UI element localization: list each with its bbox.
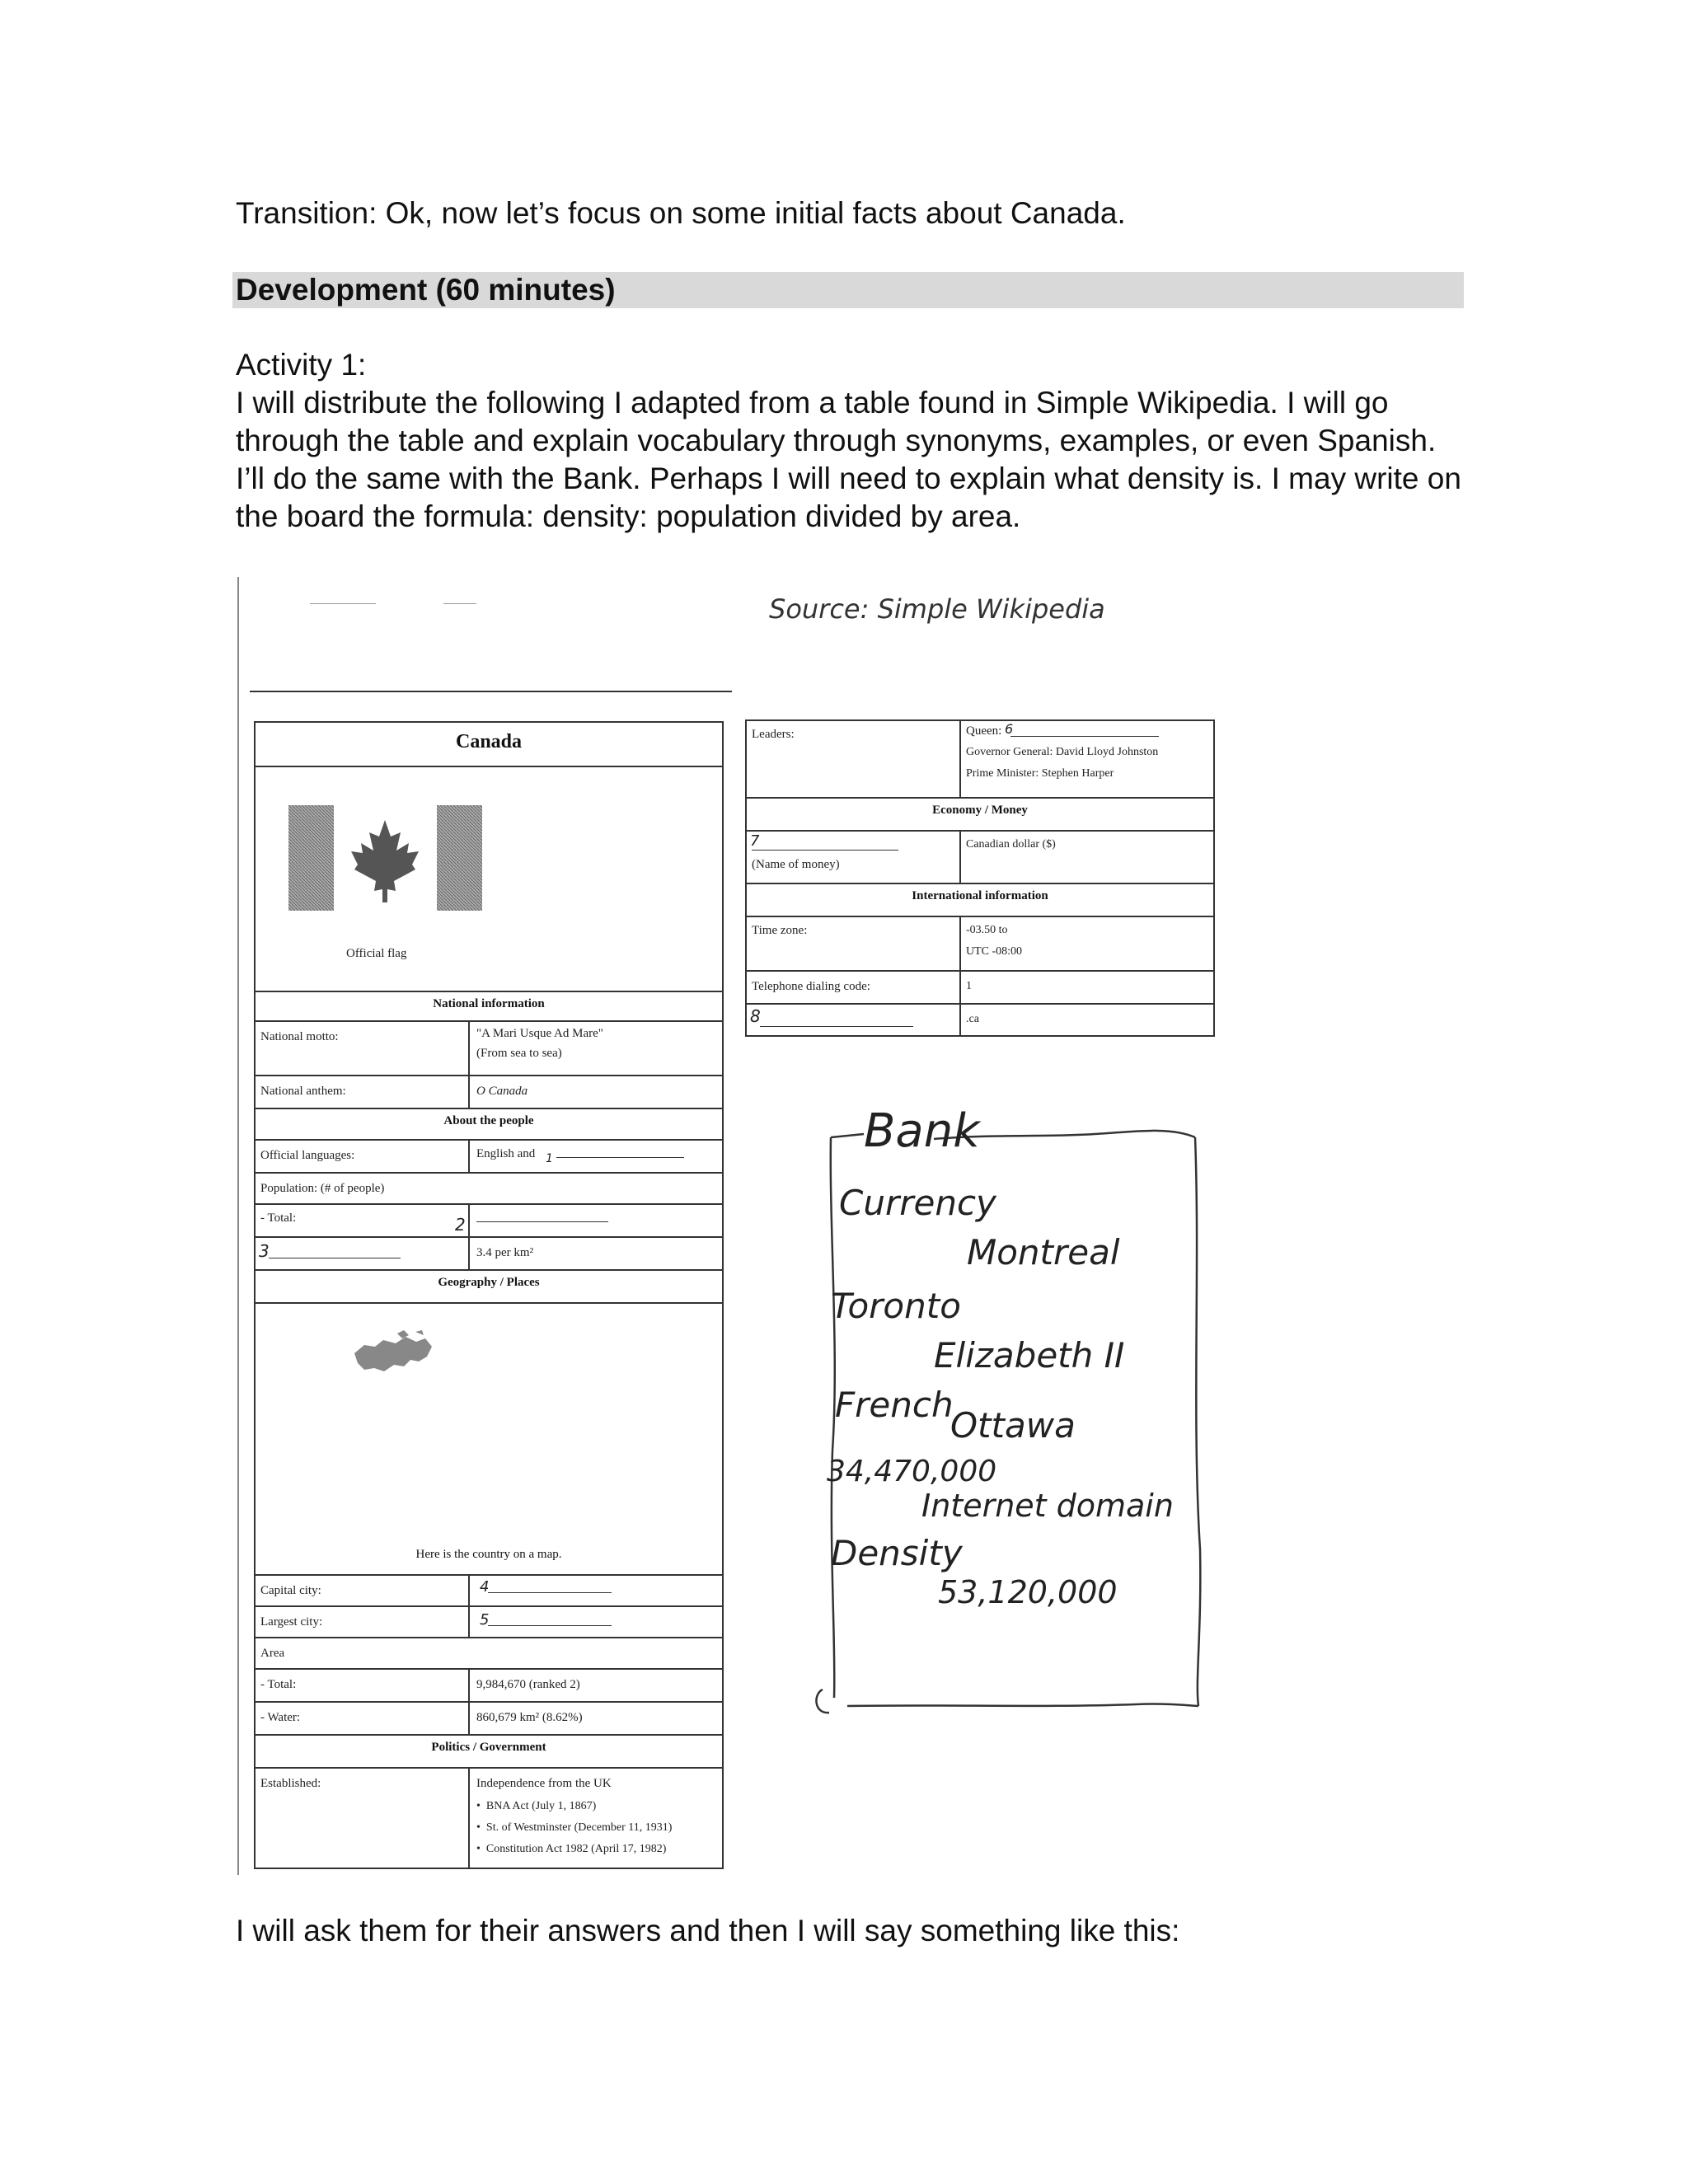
bank-word: Montreal	[967, 1232, 1120, 1272]
bank-word: 53,120,000	[938, 1574, 1118, 1610]
largest-label: Largest city:	[260, 1615, 323, 1629]
section-national: National information	[433, 997, 545, 1010]
blank-7-number: 7	[750, 832, 760, 850]
blank-8-line[interactable]	[760, 1013, 913, 1027]
water-value: 860,679 km² (8.62%)	[476, 1711, 583, 1724]
money-label: (Name of money)	[752, 858, 840, 871]
section-economy: Economy / Money	[932, 804, 1028, 817]
anthem-value: O Canada	[476, 1085, 528, 1098]
blank-1-line[interactable]	[556, 1144, 684, 1158]
dialing-value: 1	[966, 980, 972, 992]
blank-5-number: 5	[480, 1611, 490, 1629]
population-label: Population: (# of people)	[260, 1182, 385, 1195]
anthem-label: National anthem:	[260, 1085, 346, 1098]
area-total-value: 9,984,670 (ranked 2)	[476, 1678, 580, 1691]
activity-text: I will distribute the following I adapted from a table found in Simple Wikipedia. I will go through the table and explain vocabulary through synonyms, examples, or even Spanish. I’ll do the same with the Bank. Perhaps I will need to explain what density is. I may write on the board the formula: density: population divided by area.	[236, 386, 1461, 533]
section-international: International information	[912, 889, 1048, 902]
blank-2-number: 2	[455, 1215, 466, 1235]
population-total-label: - Total:	[260, 1212, 297, 1225]
area-label: Area	[260, 1647, 285, 1660]
development-heading: Development (60 minutes)	[232, 272, 1464, 308]
infobox-title: Canada	[455, 731, 523, 752]
blank-5-line[interactable]	[488, 1612, 612, 1626]
canada-map-image	[346, 1329, 437, 1386]
section-people: About the people	[443, 1114, 534, 1127]
section-geography: Geography / Places	[438, 1276, 540, 1289]
established-item: • St. of Westminster (December 11, 1931)	[476, 1821, 673, 1834]
closing-text: I will ask them for their answers and then I will say something like this:	[236, 1914, 1180, 1947]
transition-text: Transition: Ok, now let’s focus on some initial facts about Canada.	[236, 196, 1126, 230]
domain-value: .ca	[966, 1013, 979, 1025]
flag-caption: Official flag	[346, 947, 407, 960]
bank-word: 34,470,000	[827, 1455, 997, 1488]
bank-word: Toronto	[831, 1286, 961, 1326]
bank-word: Currency	[839, 1183, 996, 1223]
prime-minister: Prime Minister: Stephen Harper	[966, 767, 1114, 780]
section-politics: Politics / Government	[431, 1741, 546, 1754]
money-value: Canadian dollar ($)	[966, 838, 1056, 851]
blank-4-number: 4	[480, 1578, 490, 1596]
languages-label: Official languages:	[260, 1149, 355, 1162]
blank-3-line[interactable]	[269, 1244, 401, 1258]
bank-word: Internet domain	[921, 1488, 1174, 1524]
queen-label: Queen:	[966, 724, 1002, 738]
blank-2-line[interactable]	[476, 1208, 608, 1222]
motto-value: "A Mari Usque Ad Mare"	[476, 1027, 603, 1040]
density-value: 3.4 per km²	[476, 1246, 534, 1259]
motto-label: National motto:	[260, 1030, 339, 1043]
map-caption: Here is the country on a map.	[415, 1548, 562, 1561]
blank-1-number: 1	[546, 1152, 553, 1165]
established-item: • Constitution Act 1982 (April 17, 1982)	[476, 1843, 667, 1855]
timezone-value-2: UTC -08:00	[966, 945, 1023, 958]
blank-4-line[interactable]	[488, 1579, 612, 1593]
canada-infobox-table	[254, 721, 724, 1869]
timezone-value-1: -03.50 to	[966, 924, 1008, 936]
timezone-label: Time zone:	[752, 924, 808, 937]
governor-general: Governor General: David Lloyd Johnston	[966, 746, 1159, 758]
area-total-label: - Total:	[260, 1678, 297, 1691]
bank-word: Ottawa	[950, 1405, 1076, 1446]
blank-8-number: 8	[750, 1006, 761, 1026]
canada-infobox-table-right	[745, 719, 1215, 1037]
established-label: Established:	[260, 1777, 321, 1790]
established-item: • BNA Act (July 1, 1867)	[476, 1800, 597, 1812]
scanned-worksheet	[237, 577, 1251, 1875]
languages-value: English and	[476, 1147, 536, 1160]
motto-translation: (From sea to sea)	[476, 1047, 562, 1060]
bank-word: Elizabeth II	[934, 1335, 1125, 1376]
activity-title: Activity 1:	[236, 348, 367, 382]
capital-label: Capital city:	[260, 1584, 321, 1597]
source-note: Source: Simple Wikipedia	[769, 593, 1105, 625]
leaders-label: Leaders:	[752, 728, 795, 741]
bank-title: Bank	[864, 1104, 980, 1158]
bank-word: Density	[831, 1533, 963, 1573]
bank-word: French	[835, 1385, 954, 1425]
blank-3-number: 3	[259, 1241, 270, 1261]
canada-flag-image	[288, 805, 482, 911]
water-label: - Water:	[260, 1711, 301, 1724]
blank-6-number: 6	[1005, 721, 1014, 737]
blank-7-line[interactable]	[752, 837, 898, 851]
established-value: Independence from the UK	[476, 1777, 612, 1790]
dialing-label: Telephone dialing code:	[752, 980, 870, 993]
blank-6-line[interactable]	[1010, 723, 1159, 737]
